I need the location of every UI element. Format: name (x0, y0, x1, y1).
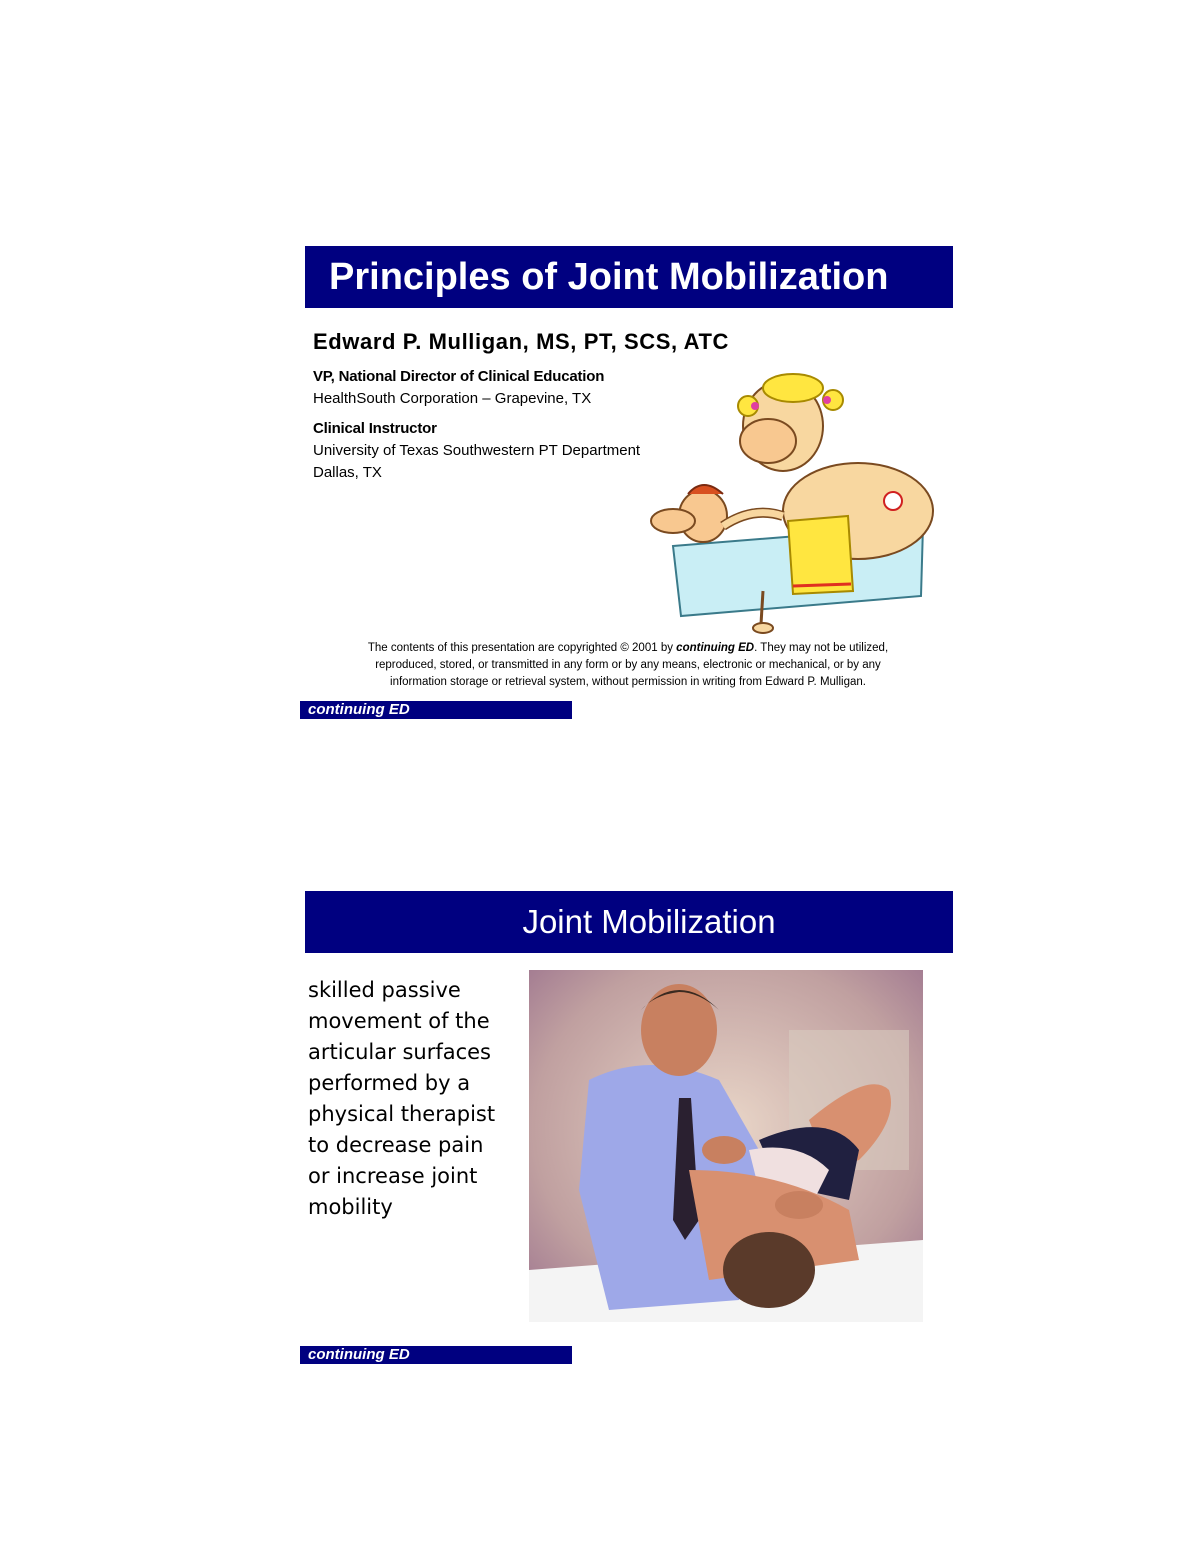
copyright-text-b: . They may not be utilized, (754, 642, 889, 654)
footer-brand: continuing ED (300, 701, 572, 719)
copyright-text-a: The contents of this presentation are copyrighted © 2001 by (367, 642, 677, 654)
slide-title: Principles of Joint Mobilization (305, 246, 953, 308)
definition-line: articular surfaces (308, 1040, 491, 1064)
definition-line: physical therapist (308, 1102, 496, 1126)
slide-principles (298, 246, 958, 726)
definition-text (308, 975, 528, 1223)
copyright-notice (303, 640, 953, 691)
definition-line: mobility (308, 1195, 393, 1219)
slide-title: Joint Mobilization (305, 891, 953, 953)
definition-line: skilled passive (308, 978, 461, 1002)
copyright-line-3: information storage or retrieval system, without permission in writing from Edward P. Mulligan. (390, 676, 866, 688)
slide-joint-mobilization (298, 891, 958, 1371)
definition-line: movement of the (308, 1009, 490, 1033)
role-org-city: Dallas, TX (313, 464, 382, 481)
role-title-instructor: Clinical Instructor (313, 420, 437, 437)
cartoon-illustration (643, 366, 943, 636)
role-org-university: University of Texas Southwestern PT Department (313, 442, 641, 459)
definition-line: or increase joint (308, 1164, 478, 1188)
role-org-healthsouth: HealthSouth Corporation – Grapevine, TX (313, 390, 592, 407)
copyright-line-2: reproduced, stored, or transmitted in any form or by any means, electronic or mechanical, or by any (375, 659, 881, 671)
definition-line: to decrease pain (308, 1133, 484, 1157)
footer-brand: continuing ED (300, 1346, 572, 1364)
copyright-brand: continuing ED (676, 642, 755, 654)
therapy-photo (529, 970, 923, 1322)
definition-line: performed by a (308, 1071, 471, 1095)
author-name: Edward P. Mulligan, MS, PT, SCS, ATC (313, 329, 730, 354)
role-title-vp: VP, National Director of Clinical Education (313, 368, 605, 385)
